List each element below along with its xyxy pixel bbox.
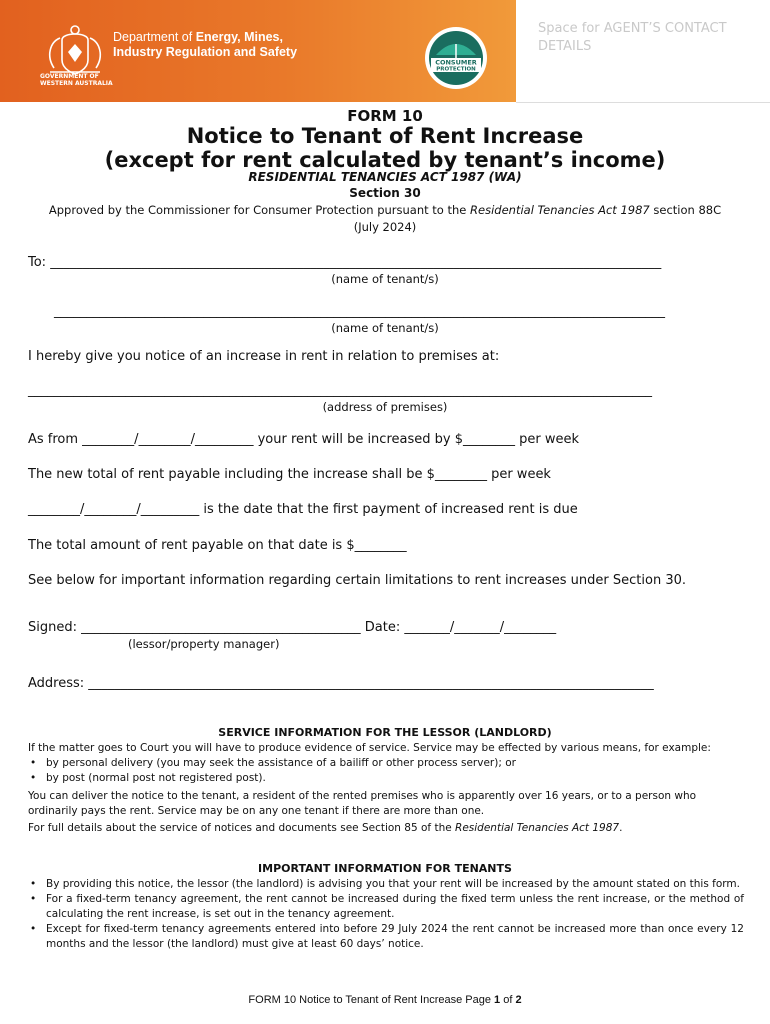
list-item: • by post (normal post not registered post). <box>46 771 744 786</box>
form-number: FORM 10 <box>347 107 423 125</box>
tenant-info-list <box>28 877 744 952</box>
new-total-rent-field[interactable]: The new total of rent payable including the increase shall be $________ per week <box>28 467 551 482</box>
list-item: • Except for fixed-term tenancy agreements entered into before 29 July 2024 the rent cannot be increased more than once every 12 months and the lessor (the landlord) must give at least 60 days’ notice. <box>46 922 744 952</box>
tenant-name-caption-2: (name of tenant/s) <box>331 321 439 335</box>
header-banner <box>0 0 516 102</box>
tenant-info-heading: IMPORTANT INFORMATION FOR TENANTS <box>258 862 512 875</box>
lessor-address-field[interactable]: Address: _______________________________________________________________________________________ <box>28 676 654 691</box>
tenant-name-field-2[interactable]: ______________________________________________________________________________________________ <box>54 304 665 319</box>
first-payment-date-field[interactable]: ________/________/_________ is the date that the first payment of increased rent is due <box>28 502 578 517</box>
section-label: Section 30 <box>349 186 421 200</box>
tenant-info-text <box>28 877 744 952</box>
consumer-protection-logo-icon <box>423 25 489 91</box>
signature-date-field[interactable]: Signed: ___________________________________________ Date: _______/_______/________ <box>28 620 557 635</box>
tenant-name-caption: (name of tenant/s) <box>331 272 439 286</box>
agent-contact-placeholder: Space for AGENT’S CONTACT DETAILS <box>538 21 727 54</box>
signature-caption: (lessor/property manager) <box>128 637 280 651</box>
list-item: • By providing this notice, the lessor (the landlord) is advising you that your rent will be increased by the amount stated on this form. <box>46 877 744 892</box>
logo-text-bottom: PROTECTION <box>436 66 476 73</box>
page-footer: FORM 10 Notice to Tenant of Rent Increase Page 1 of 2 <box>248 994 522 1006</box>
act-name: RESIDENTIAL TENANCIES ACT 1987 (WA) <box>248 170 522 184</box>
notice-statement: I hereby give you notice of an increase in rent in relation to premises at: <box>28 349 500 364</box>
see-below-note: See below for important information regarding certain limitations to rent increases under Section 30. <box>28 573 686 588</box>
address-of-premises-field[interactable]: ________________________________________________________________________________________________ <box>28 383 652 398</box>
logo-text-top: CONSUMER <box>435 58 477 67</box>
list-item: • For a fixed-term tenancy agreement, the rent cannot be increased during the fixed term unless the rent increase, or the method of calculating the rent increase, is set out in the tenancy agreement. <box>46 892 744 922</box>
approval-statement: Approved by the Commissioner for Consumer Protection pursuant to the Residential Tenancies Act 1987 section 88C (July 2024) <box>48 203 722 234</box>
department-name: Department of Energy, Mines, Industry Regulation and Safety <box>113 30 298 59</box>
rent-increase-from-field[interactable]: As from ________/________/_________ your rent will be increased by $________ per week <box>28 432 579 447</box>
service-info-text: If the matter goes to Court you will have to produce evidence of service. Service may be effected by various means, for example: • by personal delivery (you may seek the assistance of a bailiff or other process server); or • by post (normal post not registered post). You can deliver the notice to the tenant, a resident of the rented premises who is apparently over 16 years, or to a person who ordinarily pays the rent. Service may be on any one tenant if there are more than one. For full details about the service of notices and documents see Section 85 of the Residential Tenancies Act 1987. <box>28 741 744 836</box>
agent-contact-box[interactable] <box>516 0 770 103</box>
government-of-wa-text: GOVERNMENT OF WESTERN AUSTRALIA <box>40 73 113 87</box>
address-caption: (address of premises) <box>322 400 448 414</box>
total-payable-field[interactable]: The total amount of rent payable on that date is $________ <box>28 538 407 553</box>
list-item: • by personal delivery (you may seek the assistance of a bailiff or other process server); or <box>46 756 744 771</box>
service-info-heading: SERVICE INFORMATION FOR THE LESSOR (LANDLORD) <box>218 726 552 739</box>
page-title: Notice to Tenant of Rent Increase (except for rent calculated by tenant’s income) <box>104 124 666 172</box>
service-methods-list <box>28 756 744 786</box>
to-field[interactable]: To: ______________________________________________________________________________________________ <box>28 255 662 270</box>
